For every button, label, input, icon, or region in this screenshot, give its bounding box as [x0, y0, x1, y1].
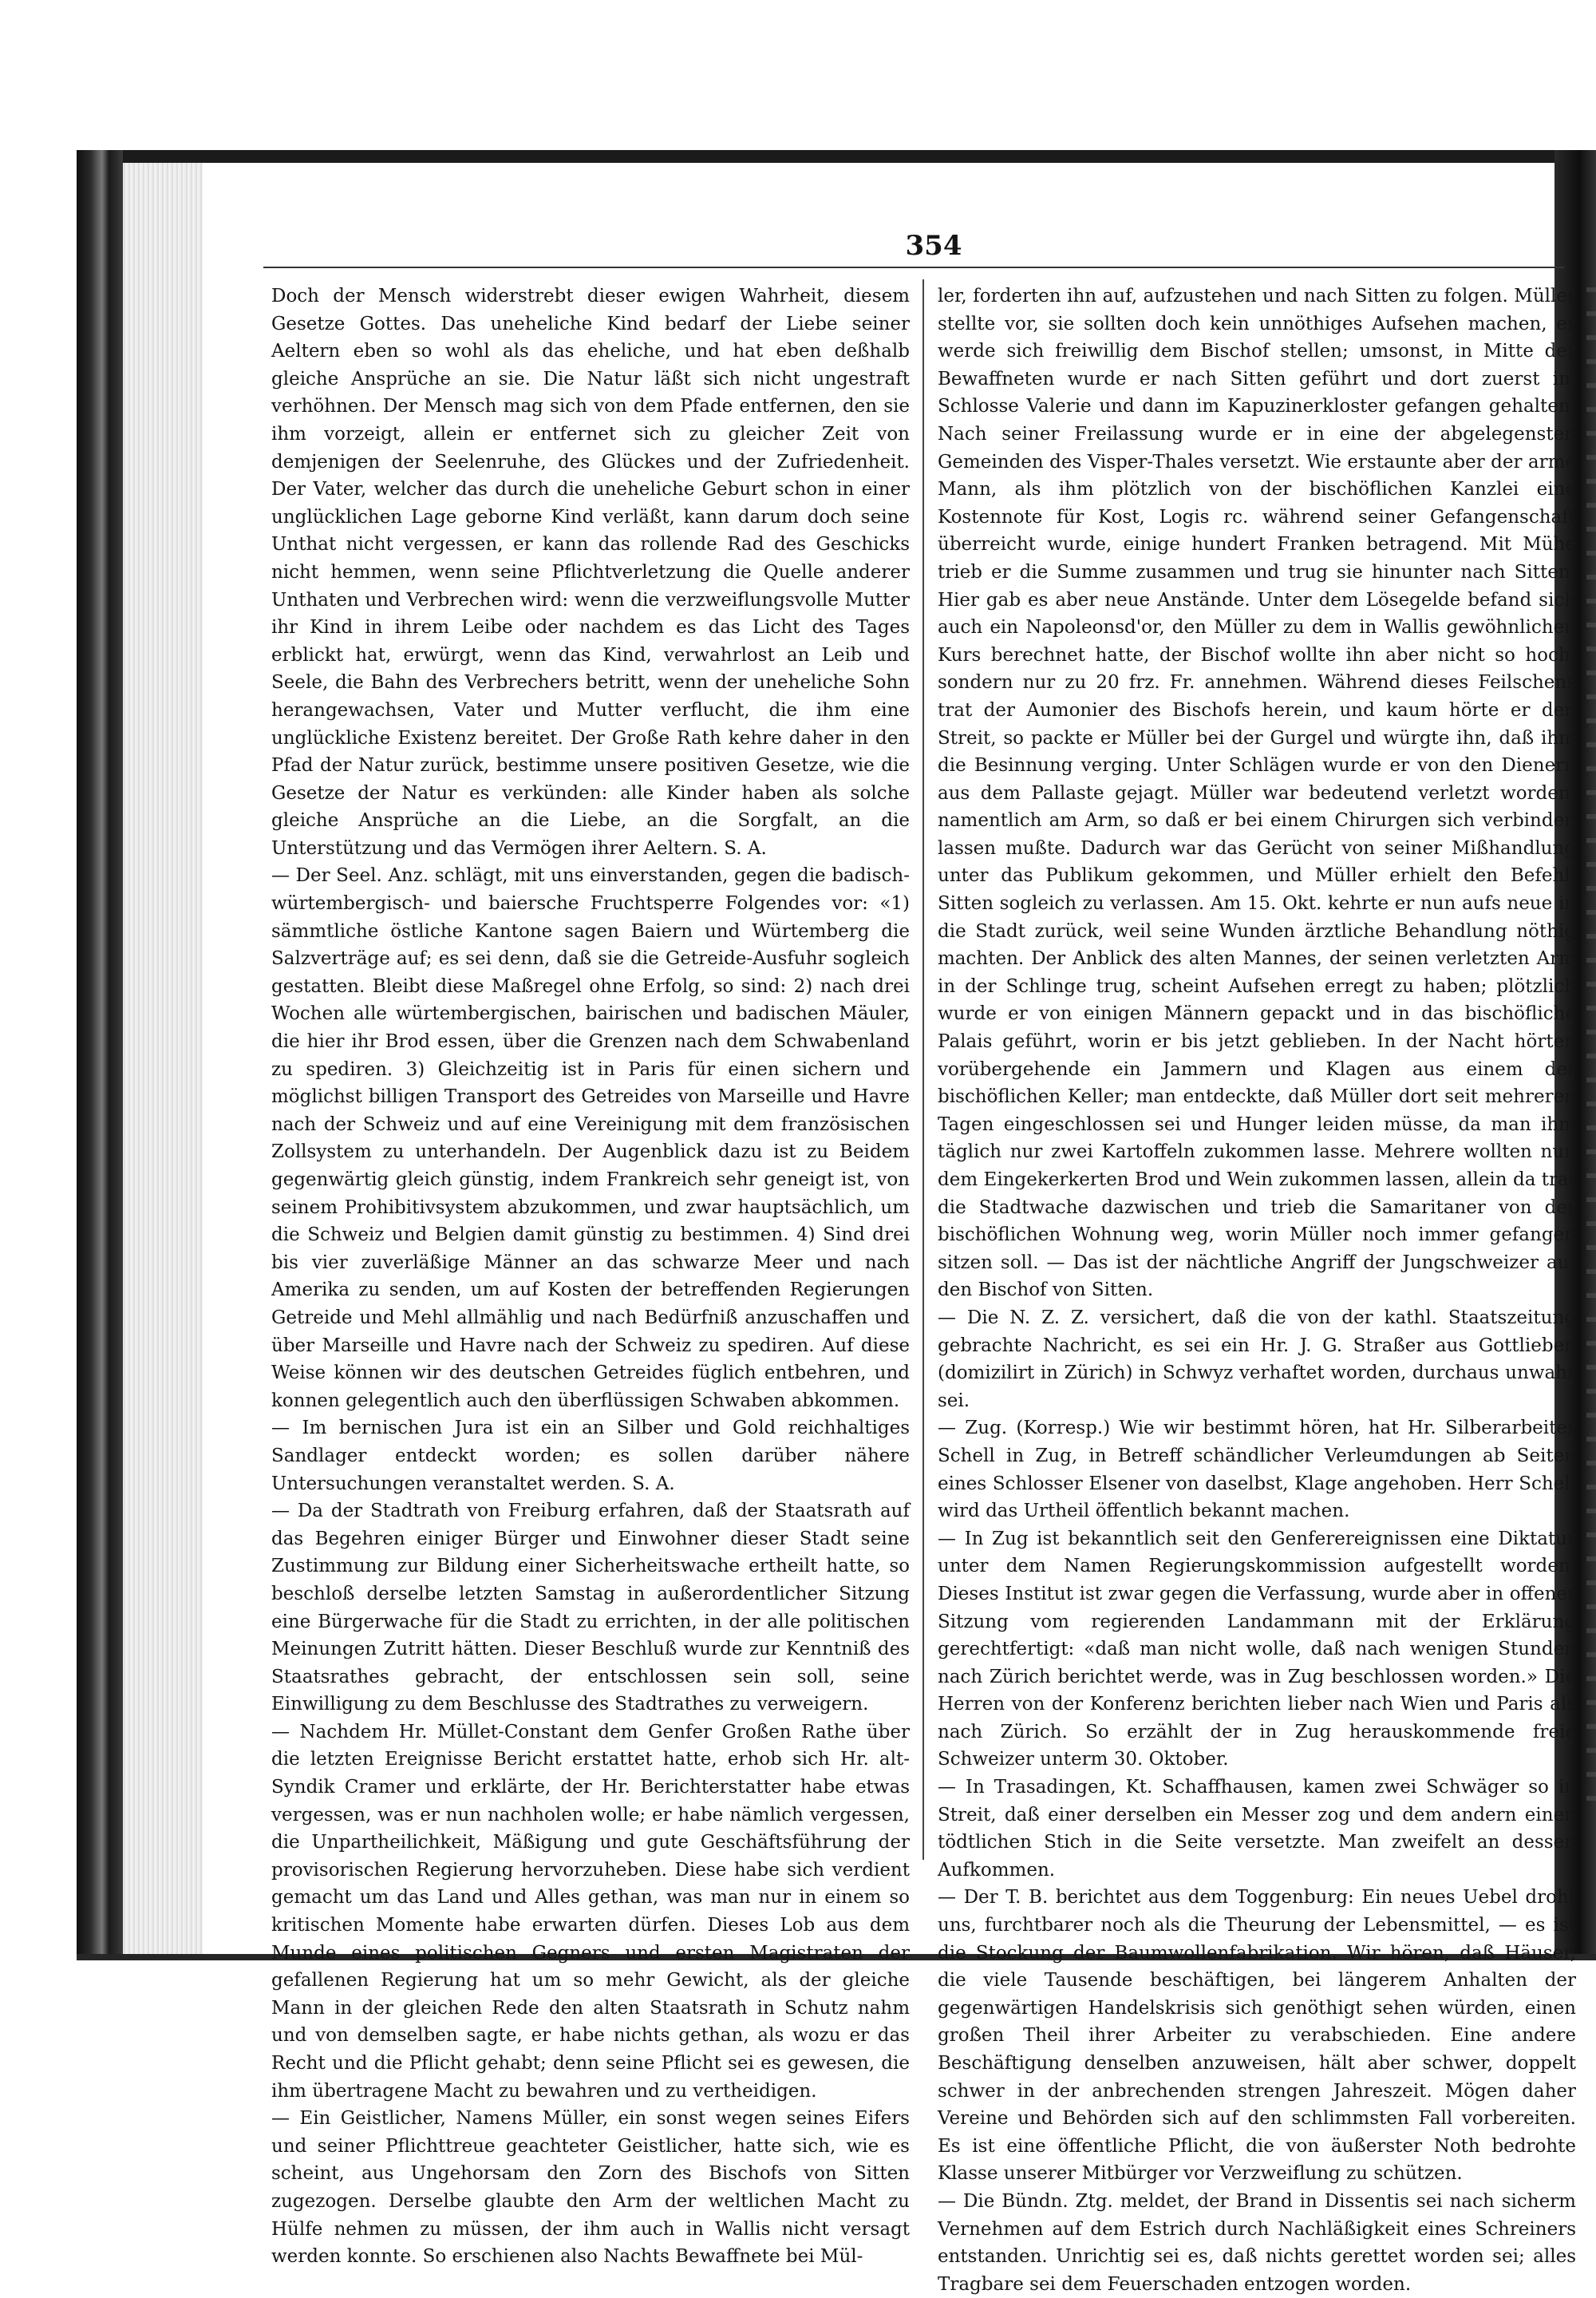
article-paragraph: — Nachdem Hr. Müllet-Constant dem Genfer Großen Rathe über die letzten Ereignisse Bericht erstattet hatte, erhob sich Hr. alt-Syndik Cramer und erklärte, der Hr. Berichterstatter habe etwas vergessen, was er nun nachholen wolle; er habe nämlich vergessen, die Unpartheilichkeit, Mäßigung und gute Geschäftsführung der provisorischen Regierung hervorzuheben. Diese habe sich verdient gemacht um das Land und Alles gethan, was man nur in einem so kritischen Momente habe erwarten dürfen. Dieses Lob aus dem Munde eines politischen Gegners und ersten Magistraten der gefallenen Regierung hat um so mehr Gewicht, als der gleiche Mann in der gleichen Rede den alten Staatsrath in Schutz nahm und von demselben sagte, er habe nichts gethan, als wozu er das Recht und die Pflicht gehabt; denn seine Pflicht sei es gewesen, die ihm übertragene Macht zu bewahren und zu vertheidigen.	[271, 1721, 910, 2102]
article-paragraph: — Ein Geistlicher, Namens Müller, ein sonst wegen seines Eifers und seiner Pflichttreue geachteter Geistlicher, hatte sich, wie es scheint, aus Ungehorsam den Zorn des Bischofs von Sitten zugezogen. Derselbe glaubte den Arm der weltlichen Macht zu Hülfe nehmen zu müssen, der ihm auch in Wallis nicht versagt werden konnte. So erschienen also Nachts Bewaffnete bei Mül-	[271, 2108, 910, 2268]
book-spine-shadow	[77, 150, 123, 1958]
article-paragraph: Doch der Mensch widerstrebt dieser ewigen Wahrheit, diesem Gesetze Gottes. Das uneheliche Kind bedarf der Liebe seiner Aeltern eben so wohl als das eheliche, und hat eben deßhalb gleiche Ansprüche an sie. Die Natur läßt sich nicht ungestraft verhöhnen. Der Mensch mag sich von dem Pfade entfernen, den sie ihm vorzeigt, allein er entfernet sich zu gleicher Zeit von demjenigen der Seelenruhe, des Glückes und der Zufriedenheit. Der Vater, welcher das durch die uneheliche Geburt schon in einer unglücklichen Lage geborne Kind verläßt, kann darum doch seine Unthat nicht vergessen, er kann das rollende Rad des Geschicks nicht hemmen, wenn seine Pflichtverletzung die Quelle anderer Unthaten und Verbrechen wird: wenn die verzweiflungsvolle Mutter ihr Kind in ihrem Leibe oder nachdem es das Licht des Tages erblickt hat, erwürgt, wenn das Kind, verwahrlost an Leib und Seele, die Bahn des Verbrechers betritt, wenn der uneheliche Sohn herangewachsen, Vater und Mutter verflucht, die ihm eine unglückliche Existenz bereitet. Der Große Rath kehre daher in den Pfad der Natur zurück, bestimme unsere positiven Gesetze, wie die Gesetze der Natur es verkünden: alle Kinder haben als solche gleiche Ansprüche an die Liebe, an die Sorgfalt, an die Unterstützung und das Vermögen ihrer Aeltern. S. A.	[271, 286, 910, 859]
article-paragraph: ler, forderten ihn auf, aufzustehen und nach Sitten zu folgen. Müller stellte vor, sie sollten doch kein unnöthiges Aufsehen machen, er werde sich freiwillig dem Bischof stellen; umsonst, in Mitte der Bewaffneten wurde er nach Sitten geführt und dort zuerst im Schlosse Valerie und dann im Kapuzinerkloster gefangen gehalten. Nach seiner Freilassung wurde er in eine der abgelegensten Gemeinden des Visper-Thales versetzt. Wie erstaunte aber der arme Mann, als ihm plötzlich von der bischöflichen Kanzlei eine Kostennote für Kost, Logis rc. während seiner Gefangenschaft überreicht wurde, einige hundert Franken betragend. Mit Mühe trieb er die Summe zusammen und trug sie hinunter nach Sitten. Hier gab es aber neue Anstände. Unter dem Lösegelde befand sich auch ein Napoleonsd'or, den Müller zu dem in Wallis gewöhnlichen Kurs berechnet hatte, der Bischof wollte ihn aber nicht so hoch, sondern nur zu 20 frz. Fr. annehmen. Während dieses Feilschens trat der Aumonier des Bischofs herein, und kaum hörte er den Streit, so packte er Müller bei der Gurgel und würgte ihn, daß ihm die Besinnung verging. Unter Schlägen wurde er von den Dienern aus dem Pallaste gejagt. Müller war bedeutend verletzt worden, namentlich am Arm, so daß er bei einem Chirurgen sich verbinden lassen mußte. Dadurch war das Gerücht von seiner Mißhandlung unter das Publikum gekommen, und Müller erhielt den Befehl, Sitten sogleich zu verlassen. Am 15. Okt. kehrte er nun aufs neue in die Stadt zurück, weil seine Wunden ärztliche Behandlung nöthig machten. Der Anblick des alten Mannes, der seinen verletzten Arm in der Schlinge trug, scheint Aufsehen erregt zu haben; plötzlich wurde er von einigen Männern gepackt und in das bischöfliche Palais geführt, worin er bis jetzt geblieben. In der Nacht hörten vorübergehende ein Jammern und Klagen aus einem der bischöflichen Keller; man entdeckte, daß Müller dort seit mehreren Tagen eingeschlossen sei und Hunger leiden müsse, da man ihm täglich nur zwei Kartoffeln zukommen lasse. Mehrere wollten nun dem Eingekerkerten Brod und Wein zukommen lassen, allein da trat die Stadtwache dazwischen und trieb die Samaritaner von der bischöflichen Wohnung weg, worin Müller noch immer gefangen sitzen soll. — Das ist der nächtliche Angriff der Jungschweizer auf den Bischof von Sitten.	[938, 286, 1576, 1301]
header-rule	[263, 267, 1564, 268]
article-paragraph: — In Trasadingen, Kt. Schaffhausen, kamen zwei Schwäger so in Streit, daß einer derselben ein Messer zog und dem andern einen tödtlichen Stich in die Seite versetzte. Man zweifelt an dessen Aufkommen.	[938, 1777, 1576, 1881]
article-paragraph: — Im bernischen Jura ist ein an Silber und Gold reichhaltiges Sandlager entdeckt worden; es sollen darüber nähere Untersuchungen veranstaltet werden. S. A.	[271, 1418, 910, 1494]
article-paragraph: — Die N. Z. Z. versichert, daß die von der kathl. Staatszeitung gebrachte Nachricht, es sei ein Hr. J. G. Straßer aus Gottlieben (domizilirt in Zürich) in Schwyz verhaftet worden, durchaus unwahr sei.	[938, 1307, 1576, 1411]
article-paragraph: — In Zug ist bekanntlich seit den Genferereignissen eine Diktatur unter dem Namen Regierungskommission aufgestellt worden. Dieses Institut ist zwar gegen die Verfassung, wurde aber in offener Sitzung vom regierenden Landammann mit der Erklärung gerechtfertigt: «daß man nicht wolle, daß nach wenigen Stunden nach Zürich berichtet werde, was in Zug beschlossen worden.» Die Herren von der Konferenz berichten lieber nach Wien und Paris als nach Zürich. So erzählt der in Zug herauskommende freie Schweizer unterm 30. Oktober.	[938, 1528, 1576, 1770]
adjacent-page-strip	[1586, 287, 1596, 1804]
page-stack-edge	[123, 163, 203, 1955]
article-paragraph: — Die Bündn. Ztg. meldet, der Brand in Dissentis sei nach sicherm Vernehmen auf dem Estrich durch Nachläßigkeit eines Schreiners entstanden. Unrichtig sei es, daß nichts gerettet worden sei; alles Tragbare sei dem Feuerschaden entzogen worden.	[938, 2190, 1576, 2295]
page-number: 354	[905, 230, 962, 262]
right-column	[938, 283, 1576, 2298]
article-paragraph: — Zug. (Korresp.) Wie wir bestimmt hören, hat Hr. Silberarbeiter Schell in Zug, in Betreff schändlicher Verleumdungen ab Seiten eines Schlosser Elsener von daselbst, Klage angehoben. Herr Schell wird das Urtheil öffentlich bekannt machen.	[938, 1418, 1576, 1522]
left-column	[271, 283, 910, 2271]
article-paragraph: — Da der Stadtrath von Freiburg erfahren, daß der Staatsrath auf das Begehren einiger Bürger und Einwohner dieser Stadt seine Zustimmung zur Bildung einer Sicherheitswache ertheilt hatte, so beschloß derselbe letzten Samstag in außerordentlicher Sitzung eine Bürgerwache für die Stadt zu errichten, in der alle politischen Meinungen Zutritt hätten. Dieser Beschluß wurde zur Kenntniß des Staatsrathes gebracht, der entschlossen sein soll, seine Einwilligung zu dem Beschlusse des Stadtrathes zu verweigern.	[271, 1501, 910, 1715]
scan-top-border	[77, 150, 1596, 163]
article-paragraph: — Der T. B. berichtet aus dem Toggenburg: Ein neues Uebel droht uns, furchtbarer noch als die Theurung der Lebensmittel, — es ist die Stockung der Baumwollenfabrikation. Wir hören, daß Häuser, die viele Tausende beschäftigen, bei längerem Anhalten der gegenwärtigen Handelskrisis sich genöthigt sehen würden, einen großen Theil ihrer Arbeiter zu verabschieden. Eine andere Beschäftigung denselben anzuweisen, hält aber schwer, doppelt schwer in der anbrechenden strengen Jahreszeit. Mögen daher Vereine und Behörden sich auf den schlimmsten Fall vorbereiten. Es ist eine öffentliche Pflicht, die von äußerster Noth bedrohte Klasse unserer Mitbürger vor Verzweiflung zu schützen.	[938, 1887, 1576, 2185]
column-divider	[922, 279, 924, 1860]
article-paragraph: — Der Seel. Anz. schlägt, mit uns einverstanden, gegen die badisch-würtembergisch- und baiersche Fruchtsperre Folgendes vor: «1) sämmtliche östliche Kantone sagen Baiern und Würtemberg die Salzverträge auf; es sei denn, daß sie die Getreide-Ausfuhr sogleich gestatten. Bleibt diese Maßregel ohne Erfolg, so sind: 2) nach drei Wochen alle würtembergischen, bairischen und badischen Mäuler, die hier ihr Brod essen, über die Grenzen nach dem Schwabenland zu spediren. 3) Gleichzeitig ist in Paris für einen sichern und möglichst billigen Transport des Getreides von Marseille und Havre nach der Schweiz und auf eine Vereinigung mit dem französischen Zollsystem zu unterhandeln. Der Augenblick dazu ist zu Beidem gegenwärtig gleich günstig, indem Frankreich sehr geneigt ist, von seinem Prohibitivsystem abzukommen, und zwar hauptsächlich, um die Schweiz und Belgien damit günstig zu bestimmen. 4) Sind drei bis vier zuverläßige Männer an das schwarze Meer und nach Amerika zu senden, um auf Kosten der betreffenden Regierungen Getreide und Mehl allmählig und nach Bedürfniß anzuschaffen und über Marseille und Havre nach der Schweiz zu spediren. Auf diese Weise können wir des deutschen Getreides füglich entbehren, und konnen gelegentlich auch den überflüssigen Schwaben abkommen.	[271, 865, 910, 1411]
